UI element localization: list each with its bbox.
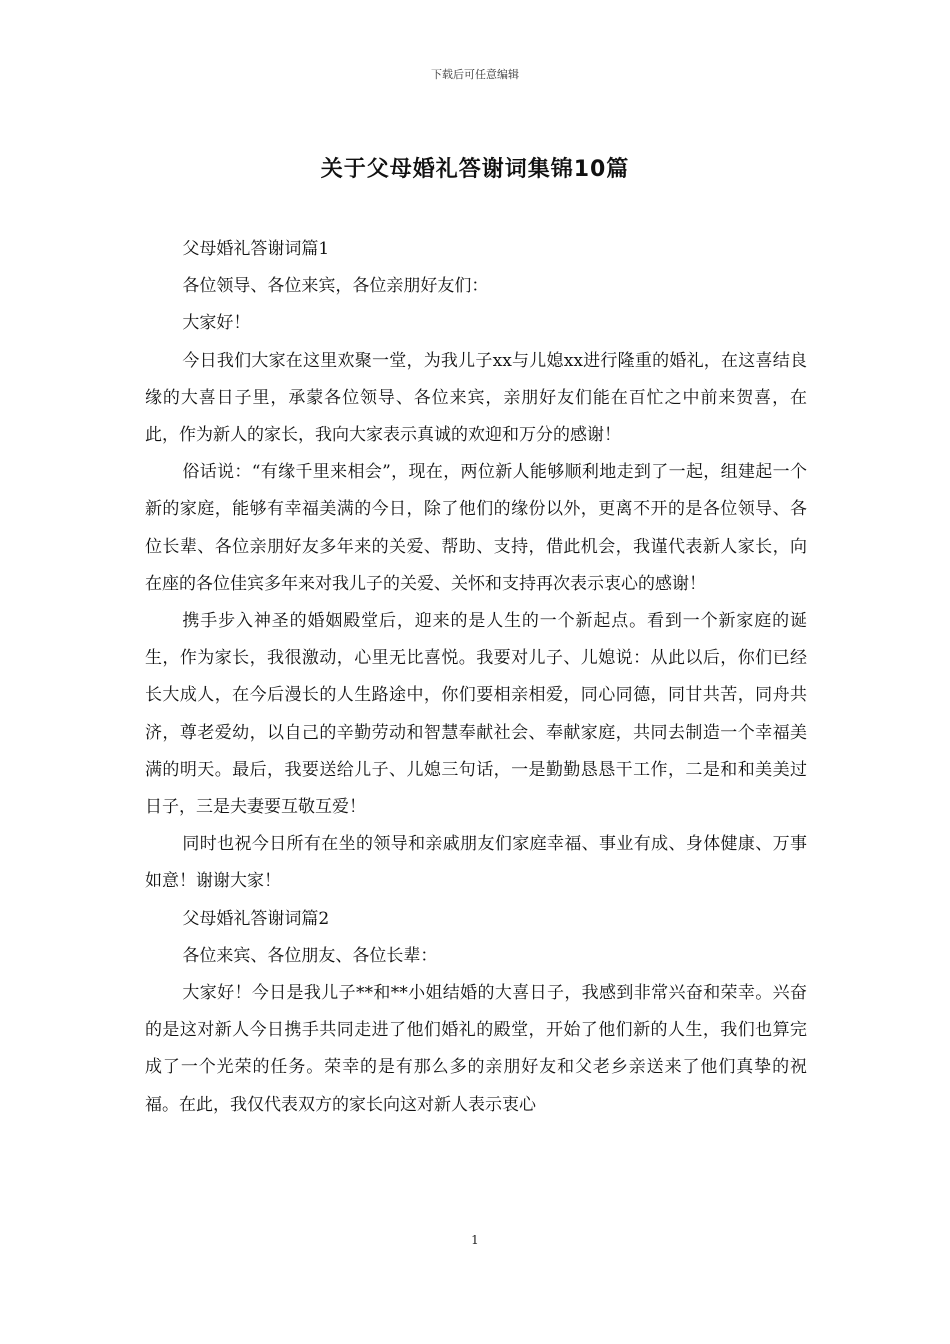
section-heading-2: 父母婚礼答谢词篇2 — [182, 908, 330, 929]
greeting-1: 大家好！ — [182, 313, 251, 334]
body-paragraph: 同时也祝今日所有在坐的领导和亲戚朋友们家庭幸福、事业有成、身体健康、万事如意！谢谢大家！ — [145, 834, 807, 892]
salutation-2: 各位来宾、各位朋友、各位长辈： — [182, 945, 438, 966]
document-title: 关于父母婚礼答谢词集锦10篇 — [320, 157, 630, 182]
body-paragraph: 大家好！今日是我儿子**和**小姐结婚的大喜日子，我感到非常兴奋和荣幸。兴奋的是这对新人今日携手共同走进了他们婚礼的殿堂，开始了他们新的人生，我们也算完成了一个光荣的任务。荣幸的是有那么多的亲朋好友和父老乡亲送来了他们真挚的祝福。在此，我仅代表双方的家长向这对新人表示衷心 — [145, 983, 807, 1115]
document-body — [145, 231, 807, 1124]
page-number: 1 — [471, 1233, 479, 1247]
section-heading-1: 父母婚礼答谢词篇1 — [182, 239, 330, 259]
body-paragraph: 俗话说：“有缘千里来相会”，现在，两位新人能够顺利地走到了一起，组建起一个新的家庭，能够有幸福美满的今日，除了他们的缘份以外，更离不开的是各位领导、各位长辈、各位亲朋好友多年来的关爱、帮助、支持，借此机会，我谨代表新人家长，向在座的各位佳宾多年来对我儿子的关爱、关怀和支持再次表示衷心的感谢！ — [145, 462, 807, 594]
body-paragraph: 今日我们大家在这里欢聚一堂，为我儿子xx与儿媳xx进行隆重的婚礼，在这喜结良缘的大喜日子里，承蒙各位领导、各位来宾，亲朋好友们能在百忙之中前来贺喜，在此，作为新人的家长，我向大家表示真诚的欢迎和万分的感谢！ — [145, 350, 807, 446]
body-paragraph: 携手步入神圣的婚姻殿堂后，迎来的是人生的一个新起点。看到一个新家庭的诞生，作为家长，我很激动，心里无比喜悦。我要对儿子、儿媳说：从此以后，你们已经长大成人，在今后漫长的人生路途中，你们要相亲相爱，同心同德，同甘共苦，同舟共济，尊老爱幼，以自己的辛勤劳动和智慧奉献社会、奉献家庭，共同去制造一个幸福美满的明天。最后，我要送给儿子、儿媳三句话，一是勤勤恳恳干工作，二是和和美美过日子，三是夫妻要互敬互爱！ — [145, 611, 807, 818]
salutation-1: 各位领导、各位来宾，各位亲朋好友们： — [182, 276, 489, 297]
header-note: 下载后可任意编辑 — [431, 68, 519, 81]
